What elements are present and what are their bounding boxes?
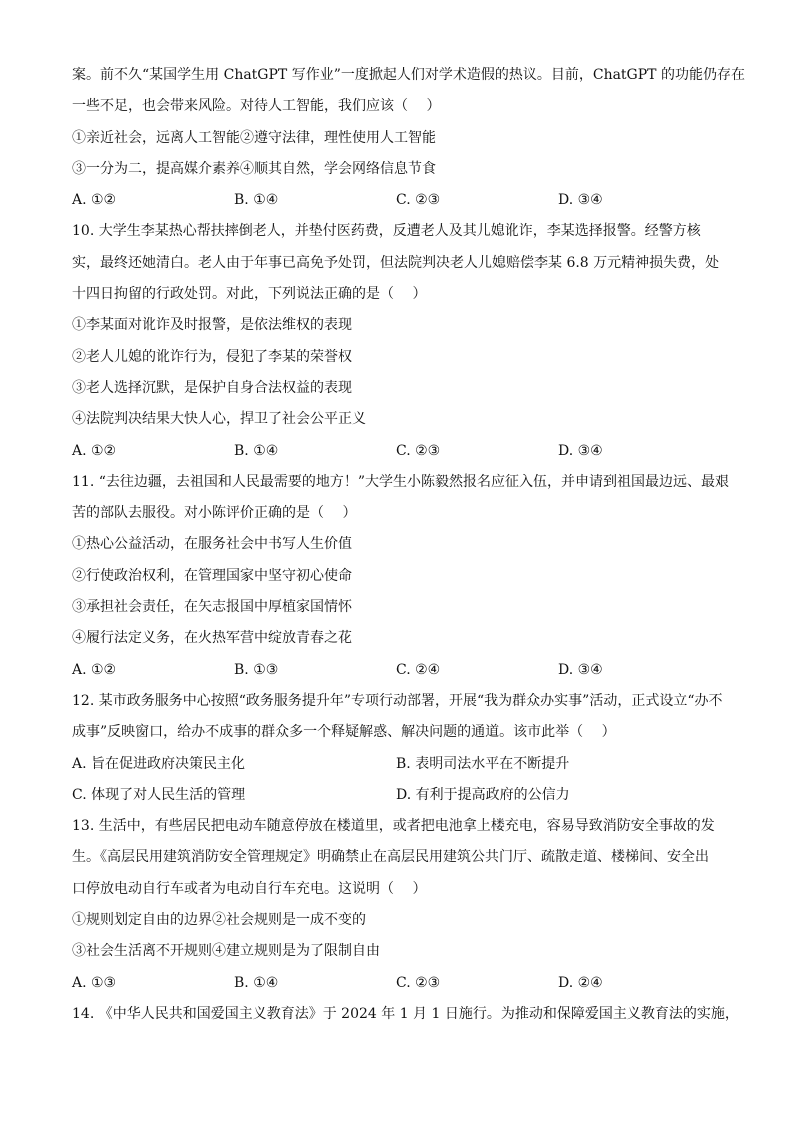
option-b: B. ①④ bbox=[234, 442, 279, 459]
option-d: D. ③④ bbox=[558, 661, 603, 678]
question-stem-line: 苦的部队去服役。对小陈评价正确的是（ ） bbox=[72, 505, 357, 522]
option-a: A. ①② bbox=[72, 192, 117, 209]
option-d: D. 有利于提高政府的公信力 bbox=[396, 786, 570, 803]
question-stem-line: 成事”反映窗口，给办不成事的群众多一个释疑解惑、解决问题的通道。该市此举（ ） bbox=[72, 724, 616, 741]
statement-line: ①规则划定自由的边界②社会规则是一成不变的 bbox=[72, 912, 366, 929]
answer-options bbox=[72, 659, 722, 690]
statement-line: ④履行法定义务，在火热军营中绽放青春之花 bbox=[72, 630, 352, 647]
option-b: B. ①④ bbox=[234, 192, 279, 209]
answer-options bbox=[72, 440, 722, 471]
option-d: D. ③④ bbox=[558, 192, 603, 209]
option-c: C. ②③ bbox=[396, 192, 441, 209]
question-stem-line: 12. 某市政务服务中心按照“政务服务提升年”专项行动部署，开展“我为群众办实事”活动，正式设立“办不 bbox=[72, 692, 723, 709]
statement-line: ③老人选择沉默，是保护自身合法权益的表现 bbox=[72, 379, 352, 396]
question-stem-line: 案。前不久“某国学生用 ChatGPT 写作业”一度掀起人们对学术造假的热议。目前，ChatGPT 的功能仍存在 bbox=[72, 67, 745, 83]
statement-line: ②老人儿媳的讹诈行为，侵犯了李某的荣誉权 bbox=[72, 348, 352, 365]
option-b: B. ①④ bbox=[234, 974, 279, 991]
question-stem-line: 10. 大学生李某热心帮扶摔倒老人，并垫付医药费，反遭老人及其儿媳讹诈，李某选择报警。经警方核 bbox=[72, 223, 701, 240]
statement-line: ④法院判决结果大快人心，捍卫了社会公平正义 bbox=[72, 411, 366, 428]
option-d: D. ②④ bbox=[558, 974, 603, 991]
option-a: A. 旨在促进政府决策民主化 bbox=[72, 755, 246, 772]
answer-options-row bbox=[72, 753, 722, 784]
option-b: B. 表明司法水平在不断提升 bbox=[396, 755, 570, 772]
question-stem-line: 14. 《中华人民共和国爱国主义教育法》于 2024 年 1 月 1 日施行。为推动和保障爱国主义教育法的实施， bbox=[72, 1005, 739, 1022]
answer-options bbox=[72, 189, 722, 220]
statement-line: ②行使政治权利，在管理国家中坚守初心使命 bbox=[72, 567, 352, 584]
option-d: D. ③④ bbox=[558, 442, 603, 459]
option-c: C. ②③ bbox=[396, 974, 441, 991]
statement-line: ①亲近社会，远离人工智能②遵守法律，理性使用人工智能 bbox=[72, 129, 436, 146]
question-stem-line: 生。《高层民用建筑消防安全管理规定》明确禁止在高层民用建筑公共门厅、疏散走道、楼梯间、安全出 bbox=[72, 849, 709, 866]
question-stem-line: 实，最终还她清白。老人由于年事已高免予处罚，但法院判决老人儿媳赔偿李某 6.8 万元精神损失费，处 bbox=[72, 254, 720, 271]
option-a: A. ①③ bbox=[72, 974, 117, 991]
question-13 bbox=[72, 815, 722, 1003]
question-stem-line: 11. “去往边疆，去祖国和人民最需要的地方！”大学生小陈毅然报名应征入伍，并申请到祖国最边远、最艰 bbox=[72, 473, 730, 490]
statement-line: ①李某面对讹诈及时报警，是依法维权的表现 bbox=[72, 317, 352, 334]
option-c: C. 体现了对人民生活的管理 bbox=[72, 786, 246, 803]
question-12 bbox=[72, 690, 722, 815]
answer-options-row bbox=[72, 784, 722, 815]
question-9 bbox=[72, 64, 745, 220]
question-stem-line: 口停放电动自行车或者为电动自行车充电。这说明（ ） bbox=[72, 880, 427, 897]
question-stem-line: 13. 生活中，有些居民把电动车随意停放在楼道里，或者把电池拿上楼充电，容易导致消防安全事故的发 bbox=[72, 818, 715, 835]
statement-line: ③一分为二，提高媒介素养④顺其自然，学会网络信息节食 bbox=[72, 160, 436, 177]
question-stem-line: 一些不足，也会带来风险。对待人工智能，我们应该（ ） bbox=[72, 98, 441, 115]
question-10 bbox=[72, 220, 722, 470]
option-c: C. ②④ bbox=[396, 661, 441, 678]
question-stem-line: 十四日拘留的行政处罚。对此，下列说法正确的是（ ） bbox=[72, 286, 427, 303]
option-a: A. ①② bbox=[72, 661, 117, 678]
option-b: B. ①③ bbox=[234, 661, 279, 678]
statement-line: ③社会生活离不开规则④建立规则是为了限制自由 bbox=[72, 943, 380, 960]
exam-page bbox=[72, 64, 745, 1034]
option-a: A. ①② bbox=[72, 442, 117, 459]
option-c: C. ②③ bbox=[396, 442, 441, 459]
statement-line: ①热心公益活动，在服务社会中书写人生价值 bbox=[72, 536, 352, 553]
question-11 bbox=[72, 471, 730, 690]
statement-line: ③承担社会责任，在矢志报国中厚植家国情怀 bbox=[72, 599, 352, 616]
answer-options bbox=[72, 972, 722, 1003]
question-14 bbox=[72, 1003, 739, 1034]
